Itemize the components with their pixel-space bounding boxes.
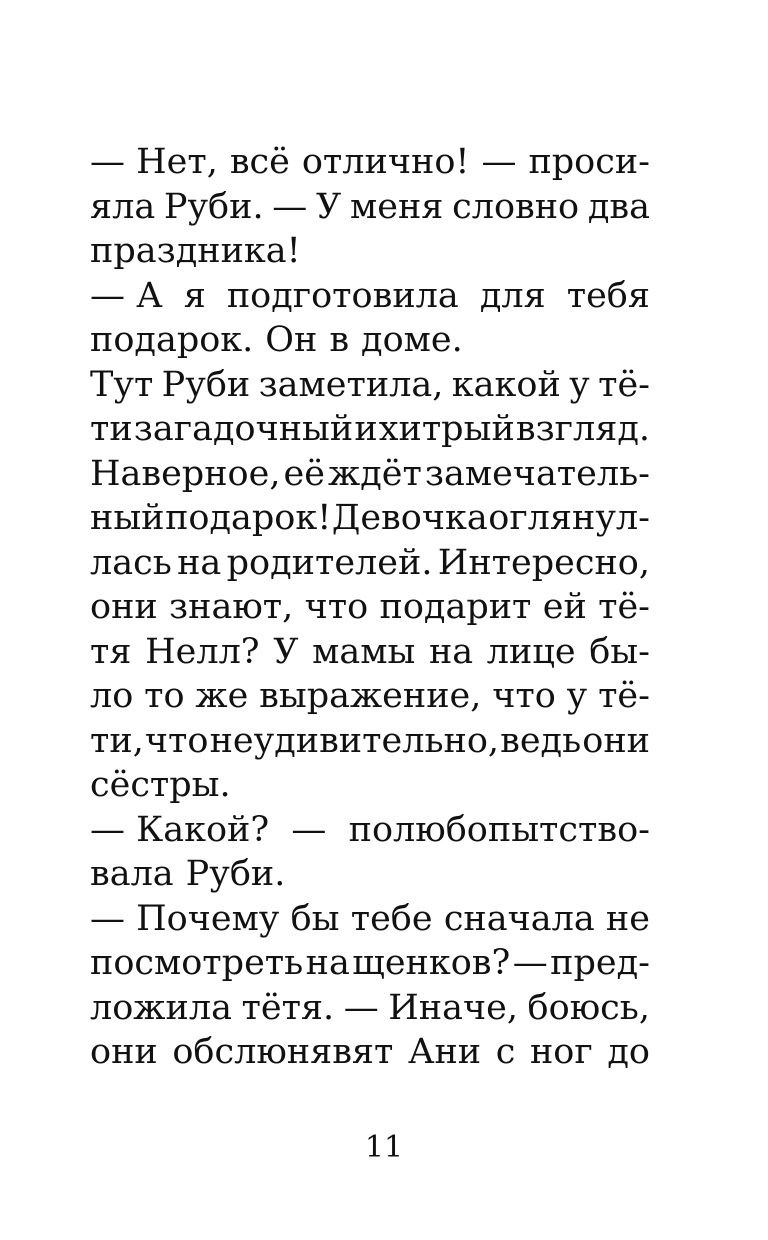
word: тебе: [350, 898, 433, 939]
word: тё-: [598, 587, 650, 627]
word: сёстры.: [90, 765, 231, 805]
word: —: [512, 943, 548, 983]
word: проси-: [528, 142, 650, 182]
word: что: [304, 587, 369, 627]
word: —: [481, 142, 517, 182]
word: и: [354, 409, 378, 449]
word: бы-: [589, 631, 650, 672]
word: яла: [90, 186, 156, 227]
word: у: [569, 364, 590, 405]
word: ло: [90, 676, 134, 716]
word: —: [343, 987, 379, 1028]
text-line: [90, 585, 650, 630]
word: Интересно,: [437, 542, 650, 583]
word: же: [195, 676, 249, 716]
word: с: [495, 1032, 516, 1072]
word: обслюнявят: [172, 1032, 394, 1072]
word: словно: [452, 186, 580, 227]
word: тебя: [566, 275, 650, 316]
word: у: [566, 676, 588, 716]
word: они: [90, 1032, 158, 1072]
word: Наверное,: [90, 453, 281, 494]
word: что: [492, 676, 556, 716]
word: в: [329, 320, 350, 360]
word: взгляд.: [515, 409, 650, 449]
word: Иначе,: [388, 987, 518, 1028]
word: загадочный: [133, 409, 354, 449]
text-line: [90, 719, 650, 764]
word: подарок.: [90, 320, 254, 360]
word: —: [291, 809, 327, 850]
word: что: [144, 720, 209, 761]
word: то: [144, 676, 185, 716]
word: родителей.: [226, 542, 433, 583]
word: вала: [90, 854, 174, 894]
word: сначала: [443, 898, 595, 939]
word: У: [273, 631, 299, 672]
word: я: [183, 275, 206, 316]
word: ложила: [90, 987, 232, 1028]
word: выражение,: [259, 676, 482, 716]
word: Руби.: [185, 854, 286, 894]
word: Руби: [161, 364, 251, 405]
word: мамы: [312, 631, 416, 672]
word: неудивительно,: [209, 720, 500, 761]
word: Ани: [407, 1032, 482, 1072]
word: не: [605, 898, 650, 939]
word: знают,: [169, 587, 294, 627]
body-text: [90, 140, 650, 1075]
word: ти,: [90, 720, 144, 761]
word: тё-: [598, 364, 650, 405]
text-line: [90, 229, 650, 274]
word: лице: [486, 631, 576, 672]
word: подготовила: [226, 275, 459, 316]
text-line: [90, 897, 650, 942]
text-line: [90, 674, 650, 719]
word: лась: [90, 542, 172, 583]
text-line: [90, 986, 650, 1031]
word: на: [428, 631, 474, 672]
word: всё: [229, 142, 290, 182]
text-line: [90, 274, 650, 319]
text-line: [90, 452, 650, 497]
word: щенков?: [352, 943, 511, 983]
word: праздника!: [90, 231, 301, 271]
word: Тут: [90, 364, 154, 405]
word: её: [283, 453, 325, 494]
word: Девочка: [331, 498, 488, 538]
word: полюбопытство-: [348, 809, 650, 850]
word: —: [272, 186, 308, 227]
text-line: [90, 496, 650, 541]
word: меня: [350, 186, 444, 227]
word: Он: [265, 320, 318, 360]
word: Руби.: [163, 186, 264, 227]
word: отлично!: [301, 142, 470, 182]
word: тётя.: [241, 987, 335, 1028]
word: для: [479, 275, 546, 316]
word: заметила,: [258, 364, 444, 405]
word: подарит: [379, 587, 532, 627]
word: Нелл?: [145, 631, 260, 672]
word: бы: [290, 898, 340, 939]
word: до: [607, 1032, 650, 1072]
word: подарок!: [165, 498, 332, 538]
word: посмотреть: [90, 943, 304, 983]
word: они: [90, 587, 158, 627]
word: тё-: [598, 676, 650, 716]
word: — А: [90, 275, 163, 316]
word: на: [305, 943, 350, 983]
word: — Какой?: [90, 809, 270, 850]
page-number: 11: [364, 1130, 404, 1165]
word: ног: [529, 1032, 593, 1072]
word: оглянул-: [488, 498, 650, 538]
word: боюсь,: [527, 987, 650, 1028]
word: какой: [451, 364, 561, 405]
word: У: [316, 186, 342, 227]
word: они: [582, 720, 650, 761]
text-line: [90, 808, 650, 853]
text-line: [90, 852, 650, 897]
text-line: [90, 140, 650, 185]
word: ей: [542, 587, 587, 627]
word: на: [177, 542, 222, 583]
word: хитрый: [378, 409, 515, 449]
word: ждёт: [328, 453, 422, 494]
text-line: [90, 541, 650, 586]
text-line: [90, 185, 650, 230]
text-line: [90, 763, 650, 808]
text-line: [90, 363, 650, 408]
word: пред-: [550, 943, 650, 983]
word: ведь: [500, 720, 582, 761]
word: тя: [90, 631, 132, 672]
text-line: [90, 318, 650, 363]
text-line: [90, 407, 650, 452]
word: ти: [90, 409, 133, 449]
word: — Нет,: [90, 142, 218, 182]
word: ный: [90, 498, 165, 538]
text-line: [90, 630, 650, 675]
text-line: [90, 941, 650, 986]
word: доме.: [361, 320, 463, 360]
word: — Почему: [90, 898, 280, 939]
word: два: [587, 186, 650, 227]
text-line: [90, 1030, 650, 1075]
word: замечатель-: [424, 453, 650, 494]
